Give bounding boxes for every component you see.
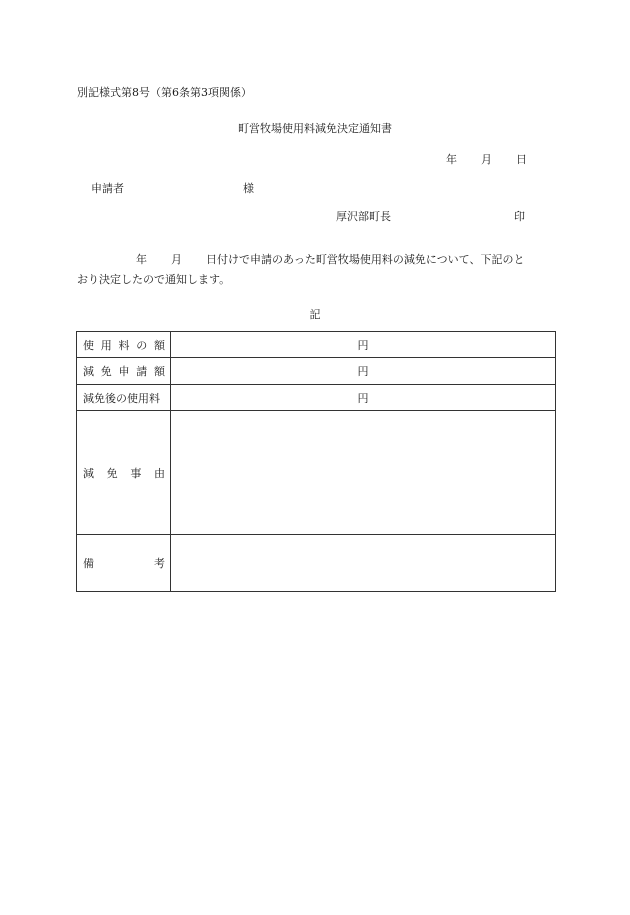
label-char: 免	[100, 365, 112, 378]
value-fee-after-reduction[interactable]: 円	[171, 385, 556, 411]
label-char: 考	[154, 557, 165, 570]
form-number: 別記様式第8号（第6条第3項関係）	[77, 86, 252, 99]
label-char: 申	[118, 365, 130, 378]
value-reduction-reason[interactable]	[171, 411, 556, 535]
table-row-requested-reduction	[77, 358, 556, 385]
body-month: 月	[171, 253, 182, 266]
value-remarks[interactable]	[171, 535, 556, 592]
value-fee-amount[interactable]: 円	[171, 332, 556, 358]
date-day: 日	[516, 153, 527, 166]
label-char: 減	[83, 365, 94, 378]
table-row-remarks	[77, 535, 556, 592]
table-row-fee-after-reduction	[77, 385, 556, 411]
notice-body	[77, 250, 555, 290]
label-fee-after-reduction: 減免後の使用料	[77, 385, 171, 411]
label-char: 額	[154, 338, 165, 352]
date-line	[446, 153, 527, 167]
issuer-seal-mark: 印	[514, 210, 525, 223]
table-row-reduction-reason	[77, 411, 556, 535]
label-char: 額	[154, 365, 165, 378]
label-char: 由	[153, 466, 165, 480]
fee-reduction-table	[76, 331, 556, 592]
label-char: 料	[118, 338, 130, 352]
document-title: 町営牧場使用料減免決定通知書	[238, 122, 392, 135]
label-char: 用	[100, 338, 112, 352]
label-char: 備	[83, 557, 94, 570]
label-char: 請	[136, 365, 148, 378]
label-char: 使	[83, 338, 94, 352]
date-month: 月	[481, 153, 492, 166]
label-reduction-reason	[77, 411, 171, 535]
date-year: 年	[446, 153, 457, 166]
ki-heading: 記	[309, 308, 321, 321]
label-char: 免	[106, 466, 118, 480]
issuer-name: 厚沢部町長	[336, 210, 391, 223]
value-requested-reduction[interactable]: 円	[171, 358, 556, 385]
label-char: 減	[83, 466, 94, 480]
body-rest: 日付けで申請のあった町営牧場使用料の減免について、下記のと	[206, 253, 525, 266]
body-year: 年	[136, 253, 147, 266]
label-char: の	[136, 338, 148, 352]
label-fee-amount	[77, 332, 171, 358]
label-requested-reduction	[77, 358, 171, 385]
table-row-fee-amount	[77, 332, 556, 358]
applicant-honorific: 様	[243, 182, 254, 195]
label-remarks	[77, 535, 171, 592]
notice-body-line-1	[77, 250, 555, 270]
label-char: 事	[130, 466, 142, 480]
applicant-label: 申請者	[91, 182, 124, 195]
notice-body-line-2: おり決定したので通知します。	[77, 273, 231, 286]
